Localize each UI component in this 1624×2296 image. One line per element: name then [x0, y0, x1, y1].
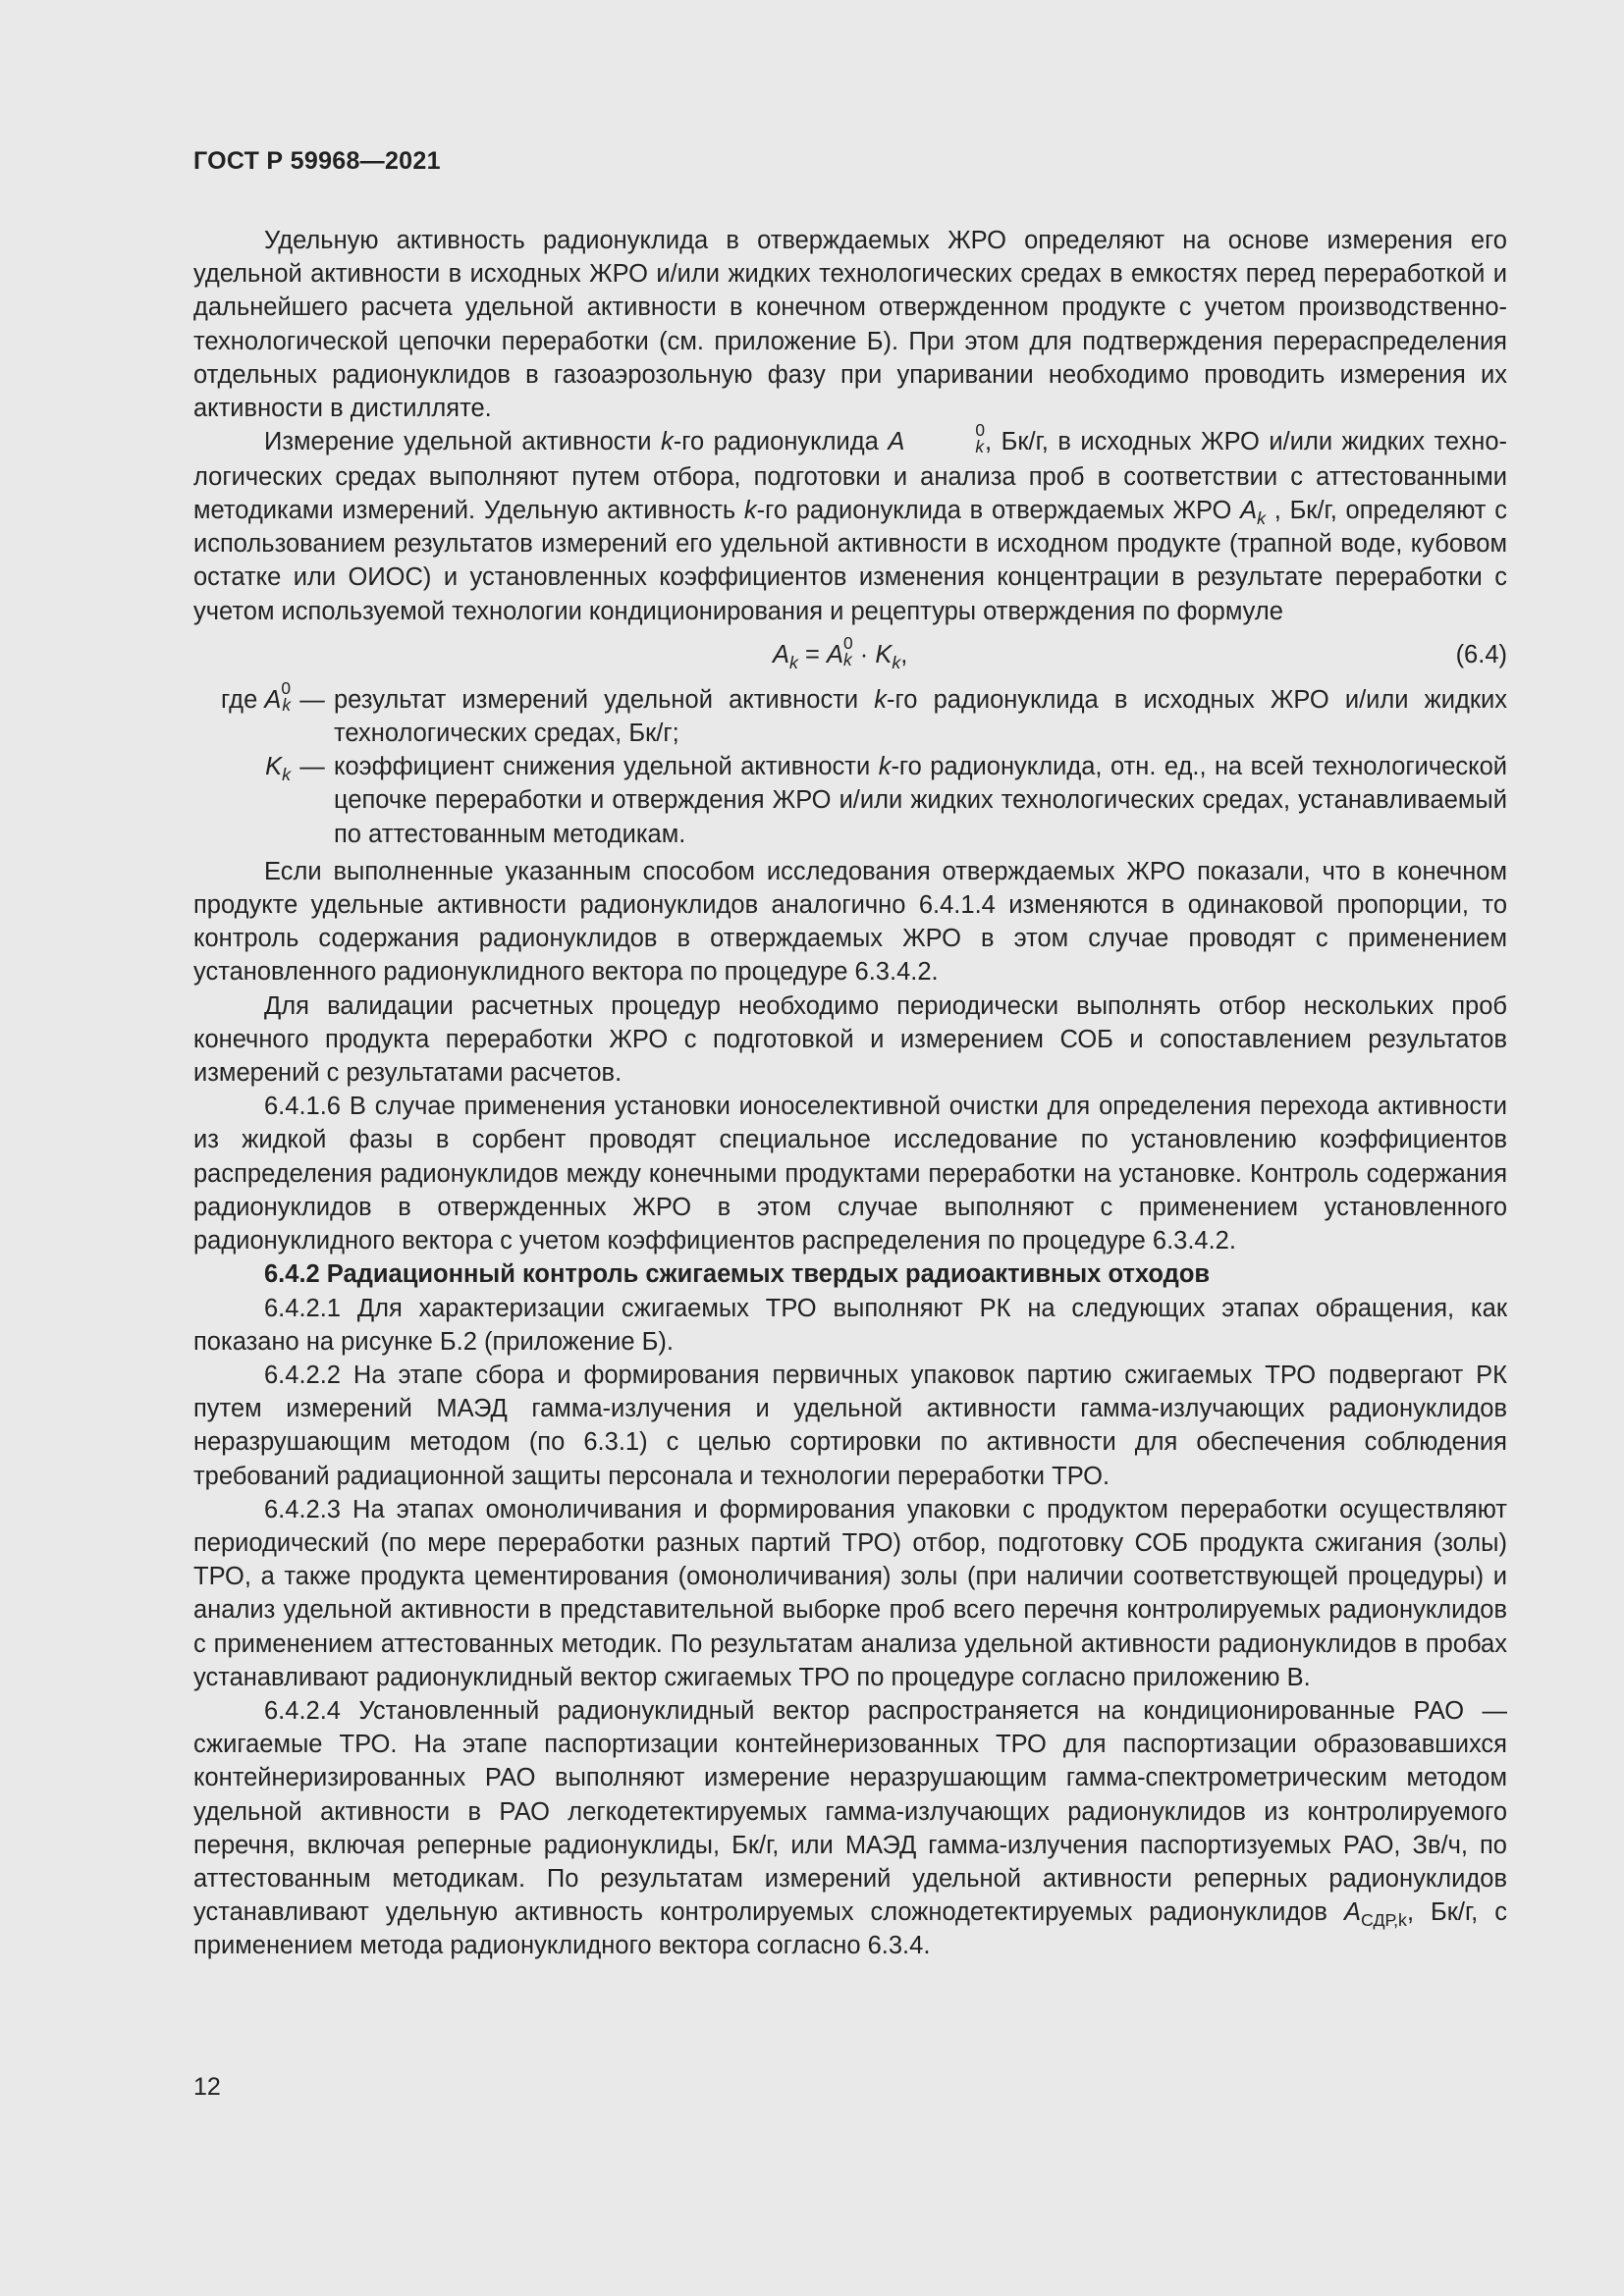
paragraph: Для валидации расчетных процедур необходимо периодически выполнять отбор нескольких проб конечного продукта переработки ЖРО с подготовкой и измерением СОБ и сопоставлением результатов измерений с результатами расчетов. [193, 991, 1507, 1088]
paragraph: Удельную активность радионуклида в отверждаемых ЖРО определяют на основе измерения его удельной активности в исходных ЖРО и/или жидких технологических средах в емкостях перед переработкой и дальнейшего расчета удельной активности в конечном отвержденном продукте с учетом производственно-технологической цепочки переработки (см. приложение Б). При этом для подтверждения перераспределения отдельных радионуклидов в газоаэрозольную фазу при упаривании необходимо проводить измерения их активности в дистилляте. [193, 227, 1507, 423]
page-number: 12 [193, 2073, 221, 2101]
paragraph: 6.4.1.6 В случае применения установки ионоселективной очистки для определения перехода активности из жидкой фазы в сорбент проводят специальное исследование по установлению коэффициентов распределения радионуклидов между конечными продуктами переработки на установке. Контроль содержания радионуклидов в отвержденных ЖРО в этом случае выполняют с применением установленного радионуклидного вектора с учетом коэффициентов распределения по процедуре 6.3.4.2. [193, 1093, 1507, 1255]
document-body [193, 224, 1507, 1963]
paragraph: Измерение удельной активности k-го радионуклида A 0 k , Бк/г, в исходных ЖРО и/или жидких технологических средах выполняют путем отбора, подготовки и анализа проб в соответствии с аттестованными методиками измерений. Удельную активность k-го радионуклида в отверждаемых ЖРО $A_k$ , Бк/г, определяют с использованием результатов измерений его удельной активности в исходном продукте (трапной воде, кубовом остатке или ОИОС) и установленных коэффициентов изменения концентрации в результате переработки с учетом используемой технологии кондиционирования и рецептуры отверждения по формуле [193, 420, 1507, 625]
paragraph: 6.4.2.4 Установленный радионуклидный вектор распространяется на кондиционированные РАО — сжигаемые ТРО. На этапе паспортизации контейнеризованных ТРО для паспортизации образовавшихся контейнеризированных РАО выполняют измерение неразрушающим гамма-спектрометрическим методом удельной активности в РАО легкодетектируемых гамма-излучающих радионуклидов из контролируемого перечня, включая реперные радионуклиды, Бк/г, или МАЭД гамма-излучения паспортизуемых РАО, Зв/ч, по аттестованным методикам. По результатам измерений удельной активности реперных радионуклидов устанавливают удельную активность контролируемых сложнодетектируемых радионуклидов $A_{СДР,k}$, Бк/г, с применением метода радионуклидного вектора согласно 6.3.4. [193, 1696, 1507, 1960]
legend-description: результат измерений удельной активности k-го радионуклида в исходных ЖРО и/или жидких технологических средах, Бк/г; [334, 685, 1507, 748]
section-heading: 6.4.2 Радиационный контроль сжигаемых твердых радиоактивных отходов [264, 1260, 1211, 1289]
paragraph: 6.4.2.1 Для характеризации сжигаемых ТРО выполняют РК на следующих этапах обращения, как показано на рисунке Б.2 (приложение Б). [193, 1294, 1507, 1356]
paragraph: Если выполненные указанным способом исследования отверждаемых ЖРО показали, что в конечном продукте удельные активности радионуклидов аналогично 6.4.1.4 изменяются в одинаковой пропорции, то контроль содержания радионуклидов в отверждаемых ЖРО в этом случае проводят с применением установленного радионуклидного вектора по процедуре 6.3.4.2. [193, 857, 1507, 987]
paragraph: 6.4.2.2 На этапе сбора и формирования первичных упаковок партию сжигаемых ТРО подвергают РК путем измерений МАЭД гамма-излучения и удельной активности гамма-излучающих радионуклидов неразрушающим методом (по 6.3.1) с целью сортировки по активности для обеспечения соблюдения требований радиационной защиты персонала и технологии переработки ТРО. [193, 1361, 1507, 1490]
legend-term: где A 0 k — [221, 677, 325, 716]
document-header: ГОСТ Р 59968—2021 [193, 147, 441, 175]
formula-expression: $A_k = A$ 0 k · $K_k$, [773, 632, 908, 672]
legend-description: коэффициент снижения удельной активности k-го радионуклида, отн. ед., на всей технологической цепочке переработки и отверждения ЖРО и/или жидких технологических средах, устанавливаемый по аттестованным методикам. [334, 753, 1508, 848]
paragraph: 6.4.2.3 На этапах омоноличивания и формирования упаковки с продуктом переработки осуществляют периодический (по мере переработки разных партий ТРО) отбор, подготовку СОБ продукта сжигания (золы) ТРО, а также продукта цементирования (омоноличивания) золы (при наличии соответствующей процедуры) и анализ удельной активности в представительной выборке проб всего перечня контролируемых радионуклидов с применением аттестованных методик. По результатам анализа удельной активности радионуклидов в пробах устанавливают радионуклидный вектор сжигаемых ТРО по процедуре согласно приложению В. [193, 1495, 1507, 1691]
formula-6-4 [193, 634, 1507, 675]
legend-term: $K_k$ — [265, 753, 325, 785]
formula-legend [193, 677, 1508, 851]
formula-number: (6.4) [1455, 640, 1507, 668]
